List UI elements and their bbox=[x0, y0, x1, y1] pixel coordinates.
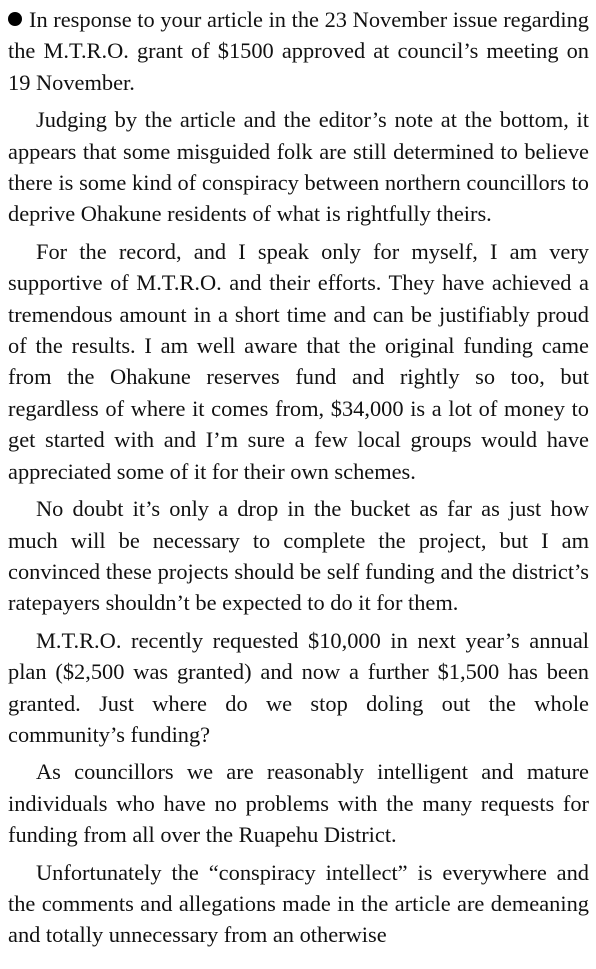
paragraph-7: Unfortunately the “conspiracy intellect” is everywhere and the comments and allegations made in the article are demeaning and totally unnecessary from an otherwise bbox=[8, 859, 589, 948]
paragraph-4: No doubt it’s only a drop in the bucket as far as just how much will be necessary to complete the project, but I am convinced these projects should be self funding and the district’s ratepayers shouldn’t be expected to do it for them. bbox=[8, 496, 589, 616]
paragraph-5: M.T.R.O. recently requested $10,000 in next year’s annual plan ($2,500 was granted) and now a further $1,500 has been granted. Just where do we stop doling out the whole community’s funding? bbox=[8, 627, 589, 747]
paragraph-1-text: In response to your article in the 23 November issue regarding the M.T.R.O. grant of $1500 approved at council’s meeting on 19 November. bbox=[8, 7, 589, 95]
letter-column bbox=[8, 4, 589, 957]
paragraph-2: Judging by the article and the editor’s note at the bottom, it appears that some misguided folk are still determined to believe there is some kind of conspiracy between northern councillors to deprive Ohakune residents of what is rightfully theirs. bbox=[8, 107, 589, 227]
paragraph-6: As councillors we are reasonably intelligent and mature individuals who have no problems with the many requests for funding from all over the Ruapehu District. bbox=[8, 759, 589, 848]
paragraph-3: For the record, and I speak only for myself, I am very supportive of M.T.R.O. and their efforts. They have achieved a tremendous amount in a short time and can be justifiably proud of the results. I am well aware that the original funding came from the Ohakune reserves fund and rightly so too, but regardless of where it comes from, $34,000 is a lot of money to get started with and I’m sure a few local groups would have appreciated some of it for their own schemes. bbox=[8, 238, 589, 484]
paragraph-1 bbox=[8, 4, 589, 98]
bullet-icon bbox=[8, 12, 22, 26]
